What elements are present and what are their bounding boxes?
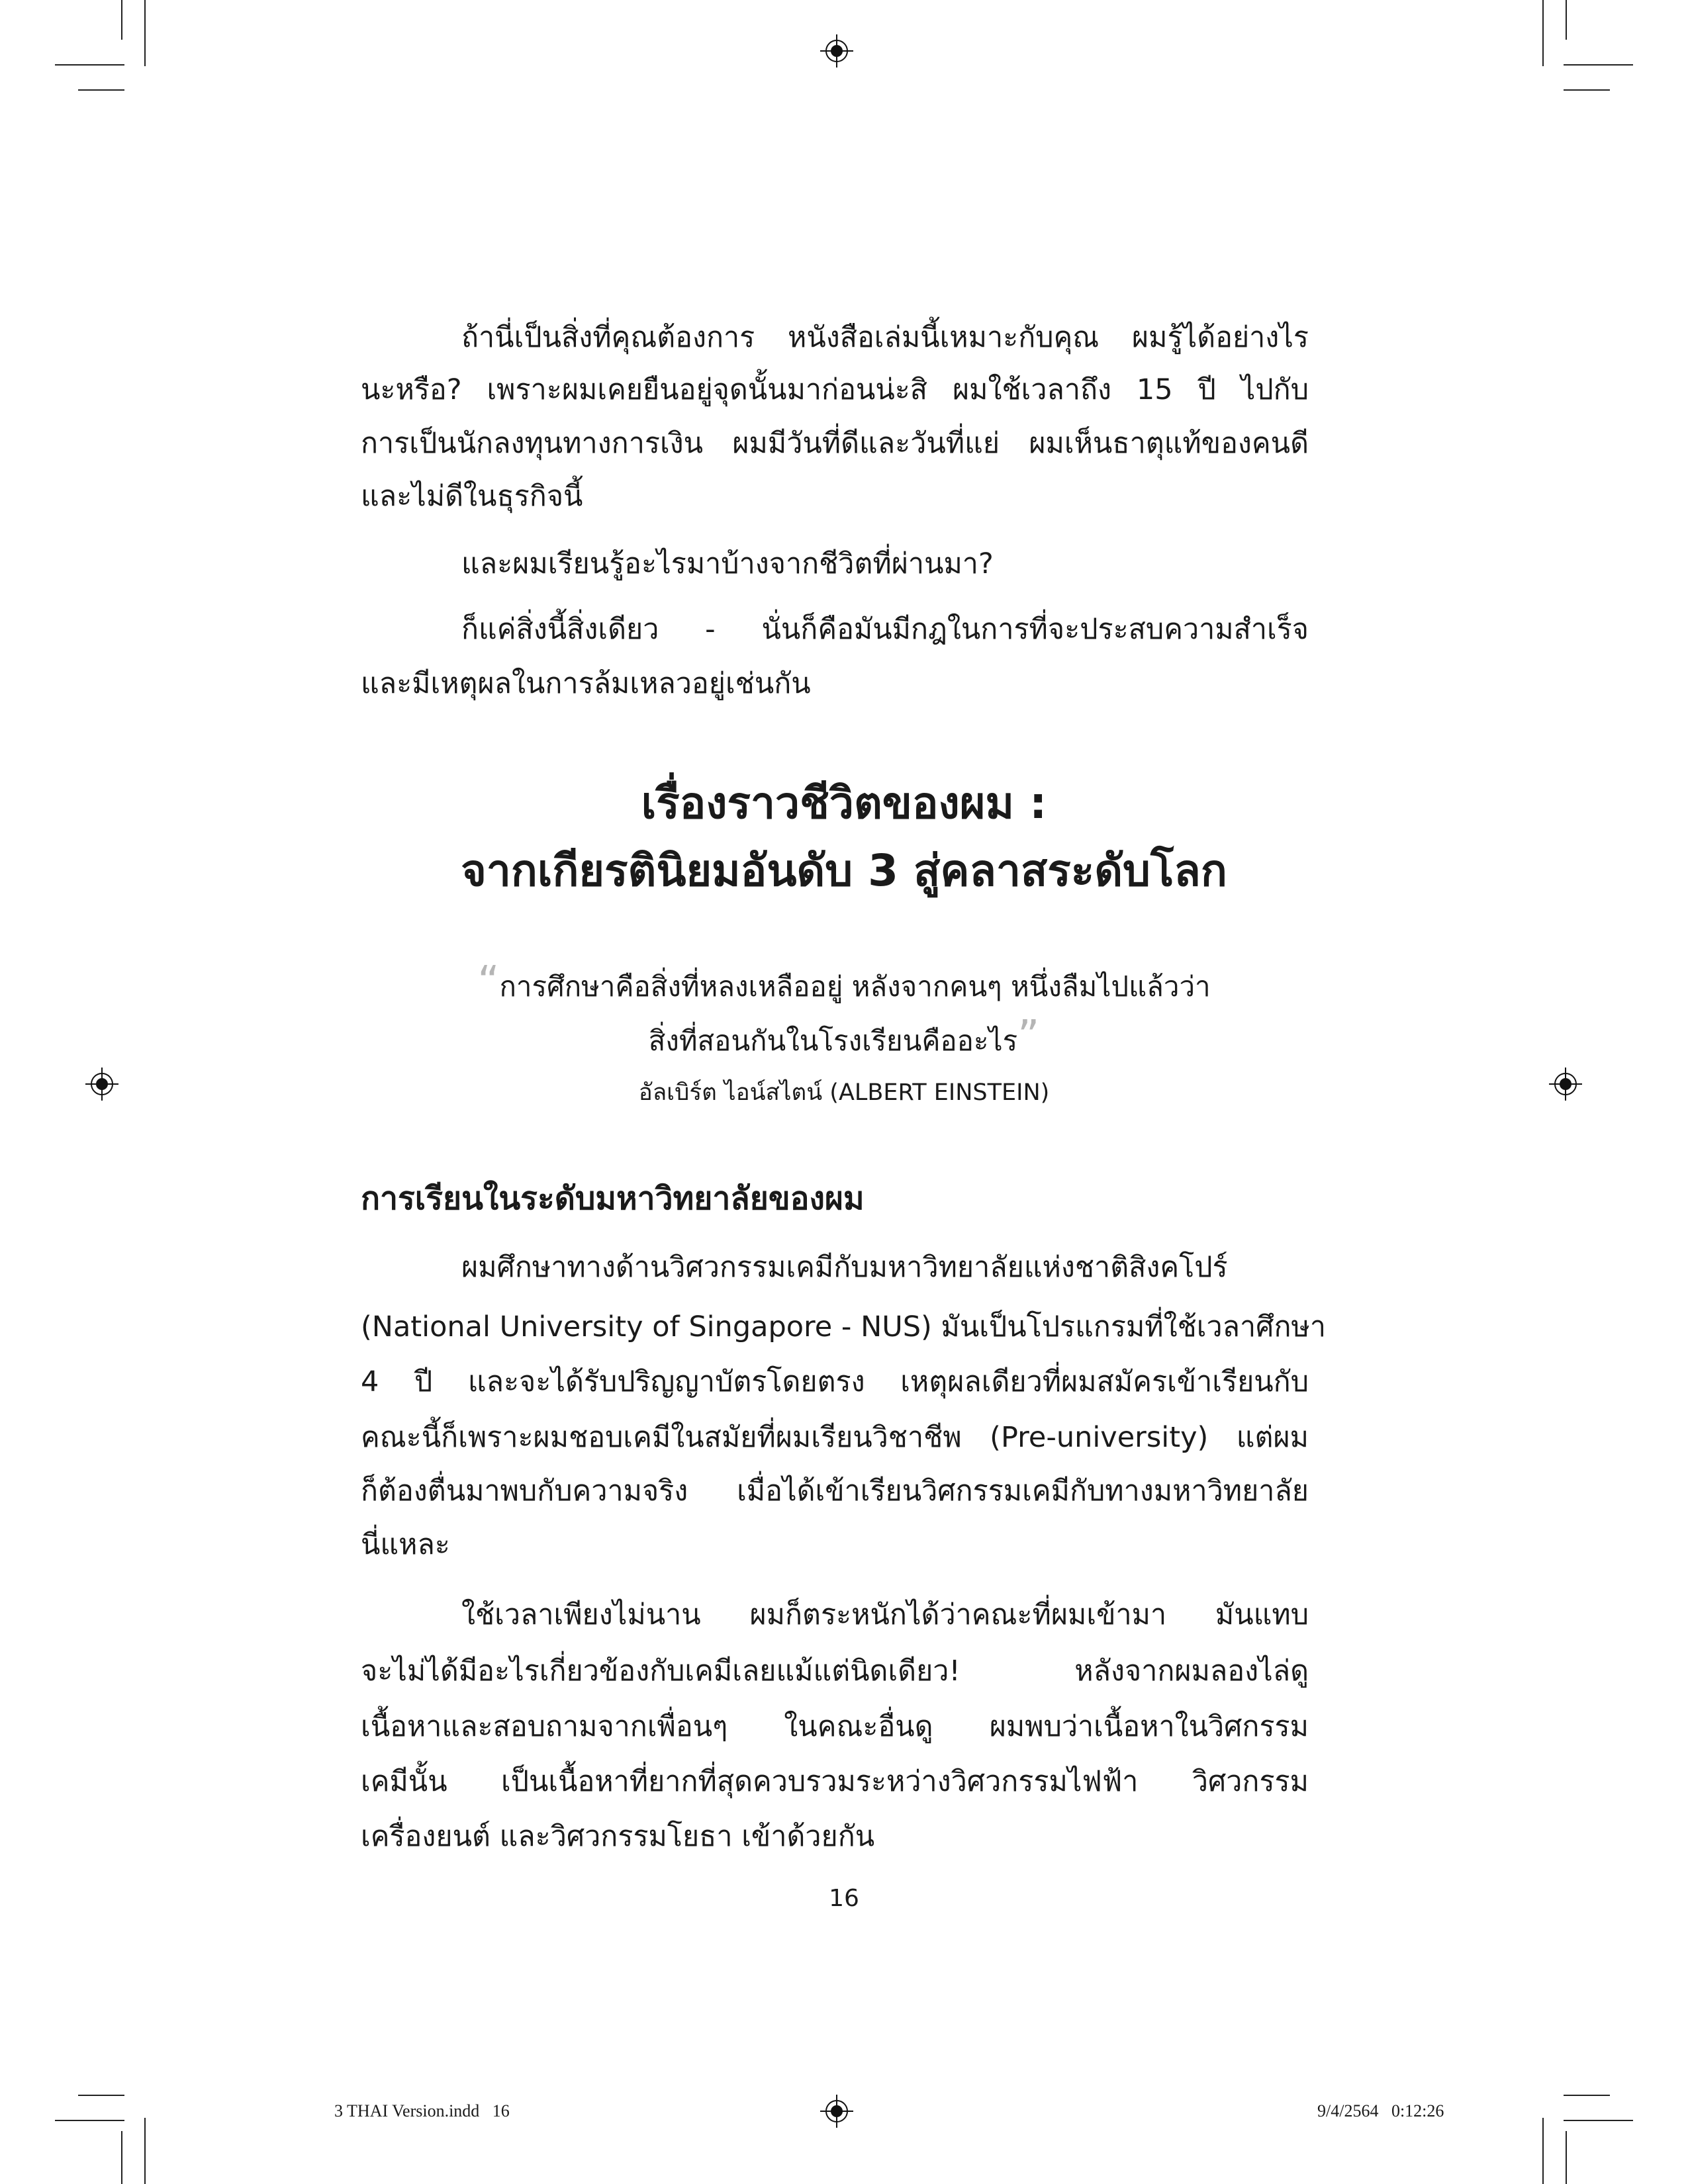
- body-line: จะไม่ได้มีอะไรเกี่ยวข้องกับเคมีเลยแม้แต่นิดเดียว! หลังจากผมลองไล่ดู: [361, 1655, 1309, 1688]
- section-heading: การเรียนในระดับมหาวิทยาลัยของผม: [361, 1180, 865, 1217]
- crop-mark: [144, 2118, 146, 2184]
- footer-filename: 3 THAI Version.indd 16: [334, 2101, 510, 2120]
- body-line: ถ้านี่เป็นสิ่งที่คุณต้องการ หนังสือเล่มนี้เหมาะกับคุณ ผมรู้ได้อย่างไร: [461, 321, 1309, 354]
- crop-mark: [1564, 89, 1610, 91]
- quote-line: สิ่งที่สอนกันในโรงเรียนคืออะไร: [648, 1024, 1018, 1057]
- crop-mark: [1564, 2120, 1633, 2121]
- body-line: เนื้อหาและสอบถามจากเพื่อนๆ ในคณะอื่นดู ผมพบว่าเนื้อหาในวิศกรรม: [361, 1710, 1309, 1743]
- page-number: 16: [829, 1885, 859, 1912]
- crop-mark: [1566, 0, 1567, 40]
- body-line: (National University of Singapore - NUS) มันเป็นโปรแกรมที่ใช้เวลาศึกษา: [361, 1310, 1326, 1343]
- body-line: เคมีนั้น เป็นเนื้อหาที่ยากที่สุดควบรวมระหว่างวิศวกรรมไฟฟ้า วิศวกรรม: [361, 1765, 1309, 1798]
- body-line: การเป็นนักลงทุนทางการเงิน ผมมีวันที่ดีและวันที่แย่ ผมเห็นธาตุแท้ของคนดี: [361, 427, 1309, 460]
- epigraph-quote: [0, 1012, 1688, 1061]
- registration-mark-icon: [820, 34, 853, 68]
- chapter-title: จากเกียรตินิยมอันดับ 3 สู่คลาสระดับโลก: [461, 845, 1227, 896]
- body-line: ก็แค่สิ่งนี้สิ่งเดียว - นั่นก็คือมันมีกฎในการที่จะประสบความสำเร็จ: [461, 613, 1309, 646]
- epigraph-quote: [0, 958, 1688, 1007]
- crop-mark: [1564, 2095, 1610, 2096]
- crop-mark: [1542, 2118, 1544, 2184]
- crop-mark: [55, 2120, 124, 2121]
- body-line: นะหรือ? เพราะผมเคยยืนอยู่จุดนั้นมาก่อนน่ะสิ ผมใช้เวลาถึง 15 ปี ไปกับ: [361, 373, 1309, 406]
- quote-line: การศึกษาคือสิ่งที่หลงเหลืออยู่ หลังจากคนๆ หนึ่งลืมไปแล้วว่า: [499, 970, 1211, 1003]
- crop-mark: [78, 89, 124, 91]
- crop-mark: [144, 0, 146, 66]
- body-line: และมีเหตุผลในการล้มเหลวอยู่เช่นกัน: [361, 667, 811, 700]
- body-line: ใช้เวลาเพียงไม่นาน ผมก็ตระหนักได้ว่าคณะที่ผมเข้ามา มันแทบ: [461, 1598, 1309, 1631]
- body-line: คณะนี้ก็เพราะผมชอบเคมีในสมัยที่ผมเรียนวิชาชีพ (Pre-university) แต่ผม: [361, 1421, 1309, 1454]
- crop-mark: [1542, 0, 1544, 66]
- body-line: และไม่ดีในธุรกิจนี้: [361, 480, 583, 513]
- close-quote-mark: ”: [1017, 1012, 1040, 1061]
- body-line: เครื่องยนต์ และวิศวกรรมโยธา เข้าด้วยกัน: [361, 1820, 875, 1853]
- body-line: ผมศึกษาทางด้านวิศวกรรมเคมีกับมหาวิทยาลัยแห่งชาติสิงคโปร์: [461, 1251, 1228, 1284]
- open-quote-mark: “: [477, 958, 500, 1007]
- body-line: และผมเรียนรู้อะไรมาบ้างจากชีวิตที่ผ่านมา?: [461, 547, 994, 580]
- body-line: ก็ต้องตื่นมาพบกับความจริง เมื่อได้เข้าเรียนวิศกรรมเคมีกับทางมหาวิทยาลัย: [361, 1475, 1309, 1508]
- crop-mark: [121, 0, 122, 40]
- registration-mark-icon: [820, 2095, 853, 2128]
- crop-mark: [55, 64, 124, 66]
- crop-mark: [1566, 2131, 1567, 2184]
- chapter-title: เรื่องราวชีวิตของผม :: [641, 778, 1047, 829]
- crop-mark: [78, 2095, 124, 2096]
- body-line: นี่แหละ: [361, 1528, 450, 1561]
- footer-timestamp: 9/4/2564 0:12:26: [1317, 2101, 1444, 2120]
- crop-mark: [121, 2131, 122, 2184]
- crop-mark: [1564, 64, 1633, 66]
- quote-attribution: อัลเบิร์ต ไอน์สไตน์ (ALBERT EINSTEIN): [638, 1079, 1050, 1106]
- body-line: 4 ปี และจะได้รับปริญญาบัตรโดยตรง เหตุผลเดียวที่ผมสมัครเข้าเรียนกับ: [361, 1365, 1309, 1398]
